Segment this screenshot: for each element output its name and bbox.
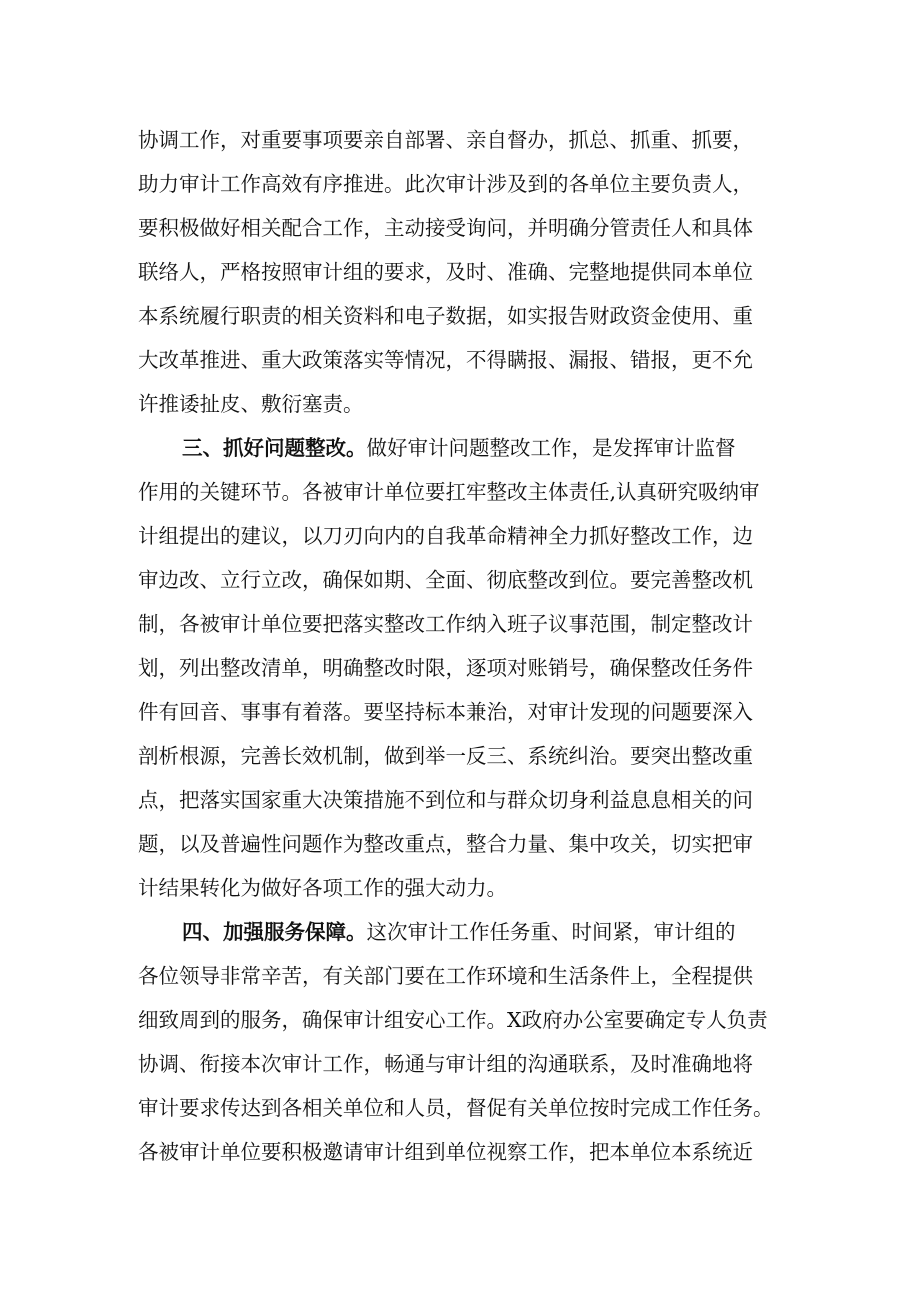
paragraph-line: 计结果转化为做好各项工作的强大动力。 <box>138 876 507 900</box>
paragraph-line: 本系统履行职责的相关资料和电子数据，如实报告财政资金使用、重 <box>138 304 753 328</box>
paragraph-line: 细致周到的服务，确保审计组安心工作。X政府办公室要确定专人负责 <box>138 1008 768 1032</box>
section-four-heading: 四、加强服务保障。 <box>182 920 367 944</box>
paragraph-line: 协调工作，对重要事项要亲自部署、亲自督办，抓总、抓重、抓要， <box>138 128 753 152</box>
paragraph-line: 划，列出整改清单，明确整改时限，逐项对账销号，确保整改任务件 <box>138 656 753 680</box>
paragraph-line: 计组提出的建议，以刀刃向内的自我革命精神全力抓好整改工作，边 <box>138 524 753 548</box>
section-four-first-line-text: 这次审计工作任务重、时间紧，审计组的 <box>366 920 736 944</box>
paragraph-line: 许推诿扯皮、敷衍塞责。 <box>138 392 364 416</box>
paragraph-line: 各被审计单位要积极邀请审计组到单位视察工作，把本单位本系统近 <box>138 1140 753 1164</box>
paragraph-line: 点，把落实国家重大决策措施不到位和与群众切身利益息息相关的问 <box>138 788 753 812</box>
paragraph-line: 审边改、立行立改，确保如期、全面、彻底整改到位。要完善整改机 <box>138 568 753 592</box>
paragraph-line: 联络人，严格按照审计组的要求，及时、准确、完整地提供同本单位 <box>138 260 753 284</box>
paragraph-line: 件有回音、事事有着落。要坚持标本兼治，对审计发现的问题要深入 <box>138 700 753 724</box>
paragraph-line: 题，以及普遍性问题作为整改重点，整合力量、集中攻关，切实把审 <box>138 832 753 856</box>
section-three-heading: 三、抓好问题整改。 <box>182 436 367 460</box>
paragraph-line: 作用的关键环节。各被审计单位要扛牢整改主体责任,认真研究吸纳审 <box>138 480 760 504</box>
section-three-first-line-text: 做好审计问题整改工作，是发挥审计监督 <box>366 436 736 460</box>
paragraph-line: 要积极做好相关配合工作，主动接受询问，并明确分管责任人和具体 <box>138 216 753 240</box>
paragraph-line: 协调、衔接本次审计工作，畅通与审计组的沟通联系，及时准确地将 <box>138 1052 753 1076</box>
paragraph-line: 剖析根源，完善长效机制，做到举一反三、系统纠治。要突出整改重 <box>138 744 753 768</box>
paragraph-line: 助力审计工作高效有序推进。此次审计涉及到的各单位主要负责人， <box>138 172 753 196</box>
paragraph-line: 审计要求传达到各相关单位和人员，督促有关单位按时完成工作任务。 <box>138 1096 774 1120</box>
section-four-first-line <box>182 917 798 947</box>
section-three-first-line <box>182 433 798 463</box>
paragraph-line: 大改革推进、重大政策落实等情况，不得瞒报、漏报、错报，更不允 <box>138 348 753 372</box>
paragraph-line: 制，各被审计单位要把落实整改工作纳入班子议事范围，制定整改计 <box>138 612 753 636</box>
paragraph-line: 各位领导非常辛苦，有关部门要在工作环境和生活条件上，全程提供 <box>138 964 753 988</box>
